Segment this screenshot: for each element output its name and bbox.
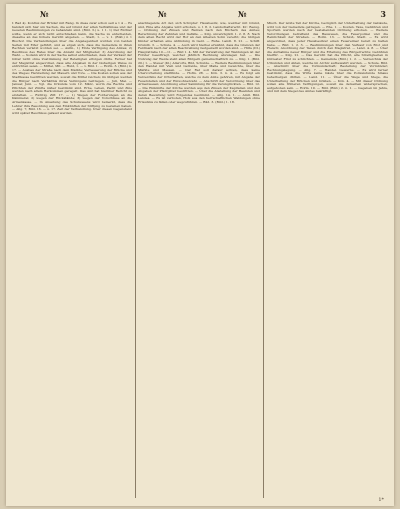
- column-1-text: f. Bad 4). Konflux der Brüder mit Rang. In diese zwar schon seit a 1 4 ... Es handelt sich hier um Sachen, die auf Grund der alten Verhältnisse und der neueren Bestimmungen zu behandeln sind. (Bild. 3.) u. 1 1. 1) Der Richter sollte, wenn er sich nicht entschließen kann, die Sache zu entscheiden, dieselbe an das höhere Gericht abgeben. — Stadt, 1. — v. 1. (Bild.) n 1 Bischof. Die Verhandlungen über die Angelegenheit wurden von beiden Seiten mit Eifer geführt, und es ergab sich, dass die Gemeinde in ihren Rechten verletzt worden sei. — Aufm., 1) Erste Verfügung des Amtes; 2) Beschluss des Rates über die Anzahl der Mitglieder; 3) Anordnung der Wahl. — Sodann wird in der Sache selbst entschieden, dass der Verkauf der Güter nicht ohne Zustimmung der Beteiligten erfolgen dürfe. Ferner hat der Magistrat angeordnet, dass alle Abgaben in der bisherigen Weise zu entrichten seien. — Mittel, Mit. — Huld, 1. — v. Bild. 1. — Hofm. 3. (Bild.) n. 17. — Ausbau der Straße nach dem Markte; Verbesserung der Brücke und des Weges; Herstellung der Mauern und Tore. — Die Kosten sollen aus der Stadtkasse bestritten werden, soweit die Mittel reichen; im übrigen werden die Bürger nach Verhältnis ihres Vermögens beitragen. — Juli, Mai. — Januar, Juni. — Vgl. die Urkunde vom 12. März, worin die Rechte und Pflichten der Zünfte näher bestimmt sind. Erbe, Lehen, Pacht und Zins werden nach altem Herkommen geregelt. Das Amt hat hierüber Bericht zu erstatten. — Richtig, Ziff. 17. — 1) Wegen der Forderungen an die Kämmerei; 2) wegen der Rückstände; 3) wegen der Vorschüsse an die Armenkasse. — In Ansehung des Schulwesens wird bemerkt, dass die Lehrer ihre Besoldung aus den Einkünften der Stiftung zu beziehen haben. — Allg. 7, Bild. 16. — u. 17. Zeit der Verhandlung. Über diesen Gegenstand wird später Beschluss gefasst werden.: [12, 22, 132, 115]
- header-column-2-marker: №: [158, 9, 167, 19]
- column-divider-2: [263, 24, 264, 498]
- document-page: [6, 4, 394, 506]
- column-3-text: Misch. Der letzte Teil der Kirche, bezüglich der Unterhaltung der Gebäude, wird von der Gemeinde getragen. — Ehe. 1. — Kosten. Taxe, Gebühren und Sporteln werden nach der bestehenden Ordnung erhoben. — Weitere Verordnungen betreffend das Bauwesen, die Feuerpolizei und die Reinlichkeit der Straßen. — Hofm. 13. — Schloß, Stadt. — Es wird angeordnet, dass jeder Hausbesitzer einen Feuereimer bereit zu halten habe. — Bild. 1. 2. 3. — Bestimmungen über den Verkauf von Brot und Fleisch; Anordnung der Taxen durch den Magistrat. — Land. 4. 8. — Über die Aufnahme neuer Bürger und die Erteilung des Bürgerrechts; Gebühren hierfür. — Kilg. 21. — Das Gericht hat die Pflicht, alle Streitigkeiten in kürzester Frist zu schlichten. — Gemeinde (Bild.) 1. 2. — Verzeichnis der Urkunden und Akten, welche im Archiv aufbewahrt werden. — Schule. Bild. — Abschnitt über die Vormundschaft; Bestellung der Vormünder; Rechnungslegung. — Allg. 7. — Handel. Gewerbe. — Es wird ferner bestimmt, dass die Wirte keine Gäste über die Polizeistunde hinaus beherbergen dürfen. — Land. 11. — Über die Wege und Stege, die Unterhaltung der Brücken und Gräben. — Kön. 4. — Mit dieser Ordnung sollen alle früheren Verfügungen, soweit sie derselben widersprechen, aufgehoben sein. — Hofm. 19. — Bild. (Bild.) 2. n. 1. — Gegeben im Jahre, und mit dem Siegel des Amtes bekräftigt.: [267, 22, 388, 94]
- column-2-text: anschlagende Art der, sich Schöpfer: Hausbesitz, wie, welcher mit Grund, und, Eine alte Abgabe wird erhoben. u. 1 8. 2. Landschaftsrecht. Kr.: Bezug. — Ordnung der Zinsen und Renten nach den Büchern des Amtes; Berechnung der Zehnten und Gefälle. — Kilg. unverzüglich 1. 2. 8. 8. Nach dem alten Recht wird der Hof an den ältesten Sohn vererbt; die übrigen Kinder erhalten eine Abfindung in Geld. — Ruhe. Landl. 8. 21. — Schiff. Grundb. 3. — Schule. 4. — Auch wird hierbei erwähnt, dass die Grenzen der Feldmark nach der alten Beschreibung festgestellt worden sind. — Hilfe (III.) Hauptstraße 10.—11. — Bild 1. 4. Mit der Verwaltung der Waldungen ist der Förster beauftragt, welcher jährlich Rechnung abzulegen hat. — Die Nutzung der Weide steht allen Bürgern gemeinschaftlich zu. — Kilg. 1. (Bild. 20.) 1. — Steuer (Kl.) Allerorts, Bild, Schulde. — Weitere Bestimmungen über den Handel mit Vieh und Getreide, über Maße und Gewichte, über die Märkte und Messen. — Der Rat soll darauf achten, dass keine Übervorteilung stattfinde. — Hofm. 28. — Kön. 3. n. 4. — Es folgt ein Verzeichnis der Ortschaften, welche zu dem Amte gehören, mit Angabe der Feuerstellen und der Einwohnerzahl. — Abschrift der Verordnung über das Armenwesen; Anordnung einer Sammlung für die Verunglückten. — Bild. 12. — Die Einkünfte der Kirche werden aus den Zinsen der Kapitalien und den Abgaben der Pfarrgüter bestritten. — Über die Anstellung der Beamten und deren Besoldung wird Folgendes bestimmt. — Allg. 14. 1. — Amtl. Bild. Landes. — Es ist verboten, Holz aus den herrschaftlichen Waldungen ohne Erlaubnis zu fällen oder wegzuführen. — Bild. 3. (Bild.) 1. 18.: [138, 22, 260, 105]
- header-column-3-marker: №: [238, 9, 247, 19]
- column-divider-1: [135, 24, 136, 498]
- signature-mark: 1*: [378, 497, 384, 503]
- page-header: [6, 4, 394, 22]
- text-column-2: [138, 22, 260, 498]
- text-column-1: [12, 22, 132, 498]
- header-column-1-marker: №: [40, 9, 49, 19]
- page-number: 3: [380, 9, 386, 19]
- text-column-3: [267, 22, 388, 498]
